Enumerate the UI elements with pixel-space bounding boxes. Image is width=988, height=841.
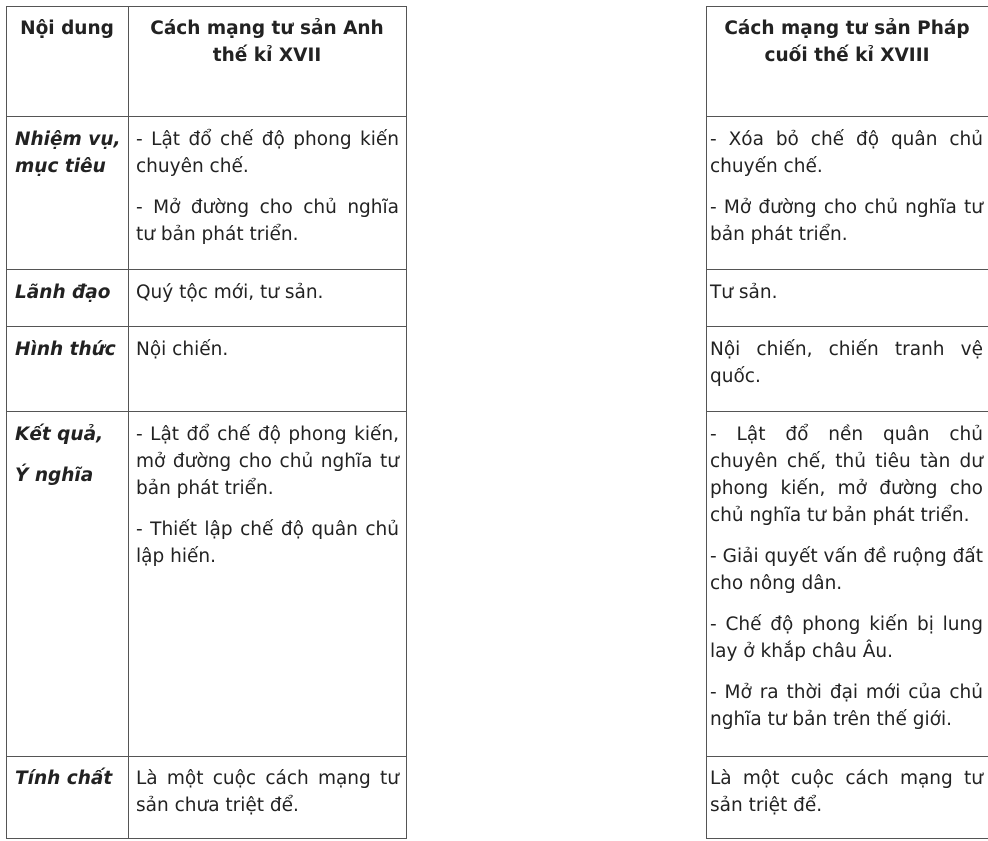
grid-line: [6, 326, 407, 327]
grid-line: [706, 756, 988, 757]
grid-line: [706, 6, 707, 839]
cell-paragraph: Quý tộc mới, tư sản.: [136, 282, 324, 303]
cell-paragraph: Nội chiến.: [136, 339, 229, 360]
grid-line: [6, 6, 407, 7]
grid-line: [6, 6, 7, 839]
cell-england-form: [136, 336, 399, 363]
cell-paragraph: - Lật đổ nền quân chủ chuyên chế, thủ tiêu tàn dư phong kiến, mở đường cho chủ nghĩa tư bản phát triển.: [710, 424, 983, 526]
cell-england-leadership: [136, 279, 399, 306]
cell-paragraph: - Xóa bỏ chế độ quân chủ chuyến chế.: [710, 129, 983, 177]
grid-line: [6, 756, 407, 757]
grid-line: [6, 269, 407, 270]
cell-france-form: [710, 336, 983, 390]
cell-paragraph: - Mở đường cho chủ nghĩa tư bản phát triển.: [136, 197, 399, 245]
cell-paragraph: Là một cuộc cách mạng tư sản triệt để.: [710, 768, 983, 816]
header-content: Nội dung: [20, 18, 114, 39]
cell-paragraph: - Giải quyết vấn đề ruộng đất cho nông dân.: [710, 546, 983, 594]
cell-france-result: [710, 421, 983, 733]
cell-paragraph: - Lật đổ chế độ phong kiến, mở đường cho chủ nghĩa tư bản phát triển.: [136, 424, 399, 499]
grid-line: [706, 838, 988, 839]
grid-line: [6, 838, 407, 839]
header-france: Cách mạng tư sản Pháp cuối thế kỉ XVIII: [724, 18, 970, 66]
grid-line: [128, 6, 129, 839]
grid-line: [6, 411, 407, 412]
row-label-mission: Nhiệm vụ, mục tiêu: [15, 129, 121, 177]
grid-line: [6, 116, 407, 117]
header-england: Cách mạng tư sản Anh thế kỉ XVII: [150, 18, 384, 66]
grid-line: [706, 6, 988, 7]
grid-line: [406, 6, 407, 839]
grid-line: [706, 411, 988, 412]
cell-france-mission: [710, 126, 983, 248]
cell-paragraph: - Mở ra thời đại mới của chủ nghĩa tư bản trên thế giới.: [710, 682, 983, 730]
cell-paragraph: - Lật đổ chế độ phong kiến chuyên chế.: [136, 129, 399, 177]
row-label-form: Hình thức: [15, 339, 116, 360]
cell-paragraph: Nội chiến, chiến tranh vệ quốc.: [710, 339, 983, 387]
grid-line: [706, 116, 988, 117]
cell-england-result: [136, 421, 399, 570]
row-label-nature: Tính chất: [15, 768, 113, 789]
cell-paragraph: Là một cuộc cách mạng tư sản chưa triệt để.: [136, 768, 399, 816]
cell-paragraph: - Mở đường cho chủ nghĩa tư bản phát triển.: [710, 197, 983, 245]
cell-england-nature: [136, 765, 399, 819]
cell-france-nature: [710, 765, 983, 819]
cell-england-mission: [136, 126, 399, 248]
row-label-leadership: Lãnh đạo: [15, 282, 111, 303]
cell-paragraph: - Thiết lập chế độ quân chủ lập hiến.: [136, 519, 399, 567]
grid-line: [706, 269, 988, 270]
row-label-result: Kết quả,: [15, 424, 104, 445]
cell-paragraph: - Chế độ phong kiến bị lung lay ở khắp châu Âu.: [710, 614, 983, 662]
grid-line: [706, 326, 988, 327]
row-label-meaning: Ý nghĩa: [15, 465, 94, 486]
cell-france-leadership: [710, 279, 983, 306]
cell-paragraph: Tư sản.: [710, 282, 778, 303]
